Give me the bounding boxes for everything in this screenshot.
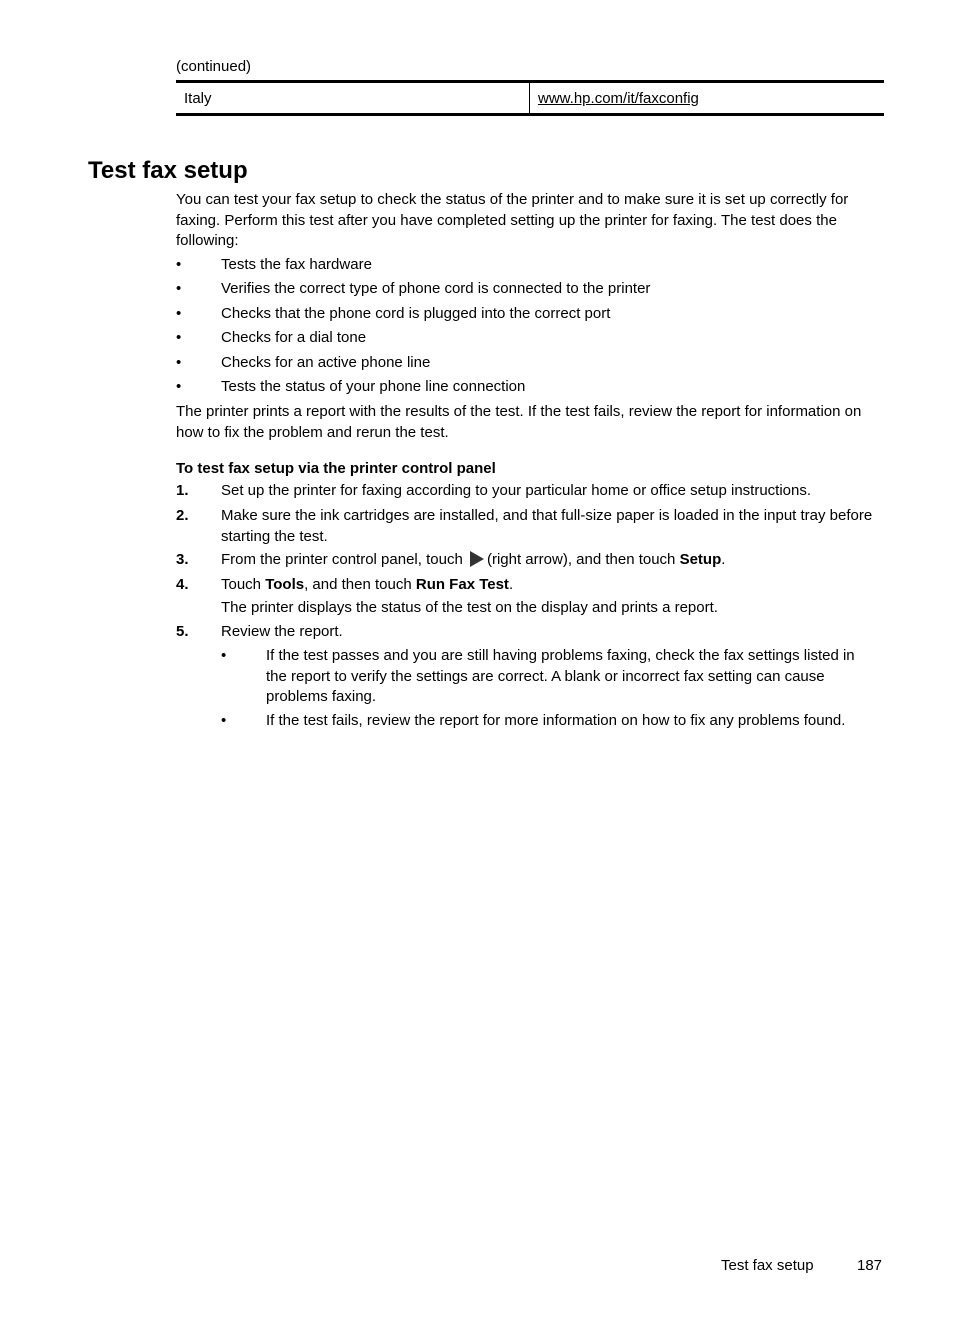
table-cell-url <box>530 83 884 113</box>
step-note: The printer displays the status of the test on the display and prints a report. <box>221 598 718 616</box>
step-text-part: . <box>721 551 726 568</box>
bullet-icon: • <box>176 280 182 297</box>
step-text-part: From the printer control panel, touch <box>221 551 463 568</box>
step-text: Make sure the ink cartridges are installed, and that full-size paper is loaded in the input tray before starting the test. <box>221 507 873 545</box>
bullet-icon: • <box>176 354 182 371</box>
page-number: 187 <box>857 1257 883 1274</box>
list-item-text: Tests the status of your phone line connection <box>221 378 526 395</box>
list-item-text: Checks that the phone cord is plugged into the correct port <box>221 305 611 322</box>
step-text: Set up the printer for faxing according to your particular home or office setup instructions. <box>221 482 812 499</box>
step-text <box>221 550 884 571</box>
step-text-part: , and then touch <box>304 576 412 593</box>
list-item-text: Tests the fax hardware <box>221 256 372 273</box>
list-item-text: Checks for a dial tone <box>221 329 367 346</box>
bullet-icon: • <box>176 256 182 273</box>
sub-list-item-text: If the test fails, review the report for more information on how to fix any problems found. <box>266 712 846 729</box>
step-number: 4. <box>176 576 189 593</box>
step-text <box>221 575 884 618</box>
right-arrow-icon <box>470 551 484 567</box>
bullet-icon: • <box>221 712 227 729</box>
setup-label: Setup <box>679 551 722 568</box>
continued-label: (continued) <box>176 58 252 75</box>
section-title: Test fax setup <box>88 157 248 184</box>
step-text: Review the report. <box>221 623 343 640</box>
step-text-part: . <box>508 576 514 593</box>
procedure-heading: To test fax setup via the printer control panel <box>176 460 496 477</box>
sub-list-item-text: If the test passes and you are still having problems faxing, check the fax settings listed in the report to verify the settings are correct. A blank or incorrect fax setting can cause problems faxing. <box>266 647 855 705</box>
table-cell-country: Italy <box>176 83 530 113</box>
step-number: 3. <box>176 551 189 568</box>
step-number: 2. <box>176 507 189 524</box>
intro-paragraph: You can test your fax setup to check the status of the printer and to make sure it is set up correctly for faxing. Perform this test after you have completed setting up the printer for faxing. The test does the following: <box>176 191 849 249</box>
step-number: 5. <box>176 623 189 640</box>
list-item-text: Verifies the correct type of phone cord is connected to the printer <box>221 280 651 297</box>
step-text-part: (right arrow), and then touch <box>486 551 676 568</box>
country-url-table <box>176 80 884 116</box>
bullet-icon: • <box>176 329 182 346</box>
tools-label: Tools <box>265 576 305 593</box>
list-item-text: Checks for an active phone line <box>221 354 431 371</box>
bullet-icon: • <box>221 647 227 664</box>
footer-section-title: Test fax setup <box>721 1257 814 1274</box>
bullet-icon: • <box>176 305 182 322</box>
report-paragraph: The printer prints a report with the results of the test. If the test fails, review the report for information on how to fix the problem and rerun the test. <box>176 403 862 441</box>
bullet-icon: • <box>176 378 182 395</box>
step-text-part: Touch <box>221 576 262 593</box>
run-fax-test-label: Run Fax Test <box>415 576 509 593</box>
step-number: 1. <box>176 482 189 499</box>
fax-config-link[interactable]: www.hp.com/it/faxconfig <box>538 89 699 107</box>
